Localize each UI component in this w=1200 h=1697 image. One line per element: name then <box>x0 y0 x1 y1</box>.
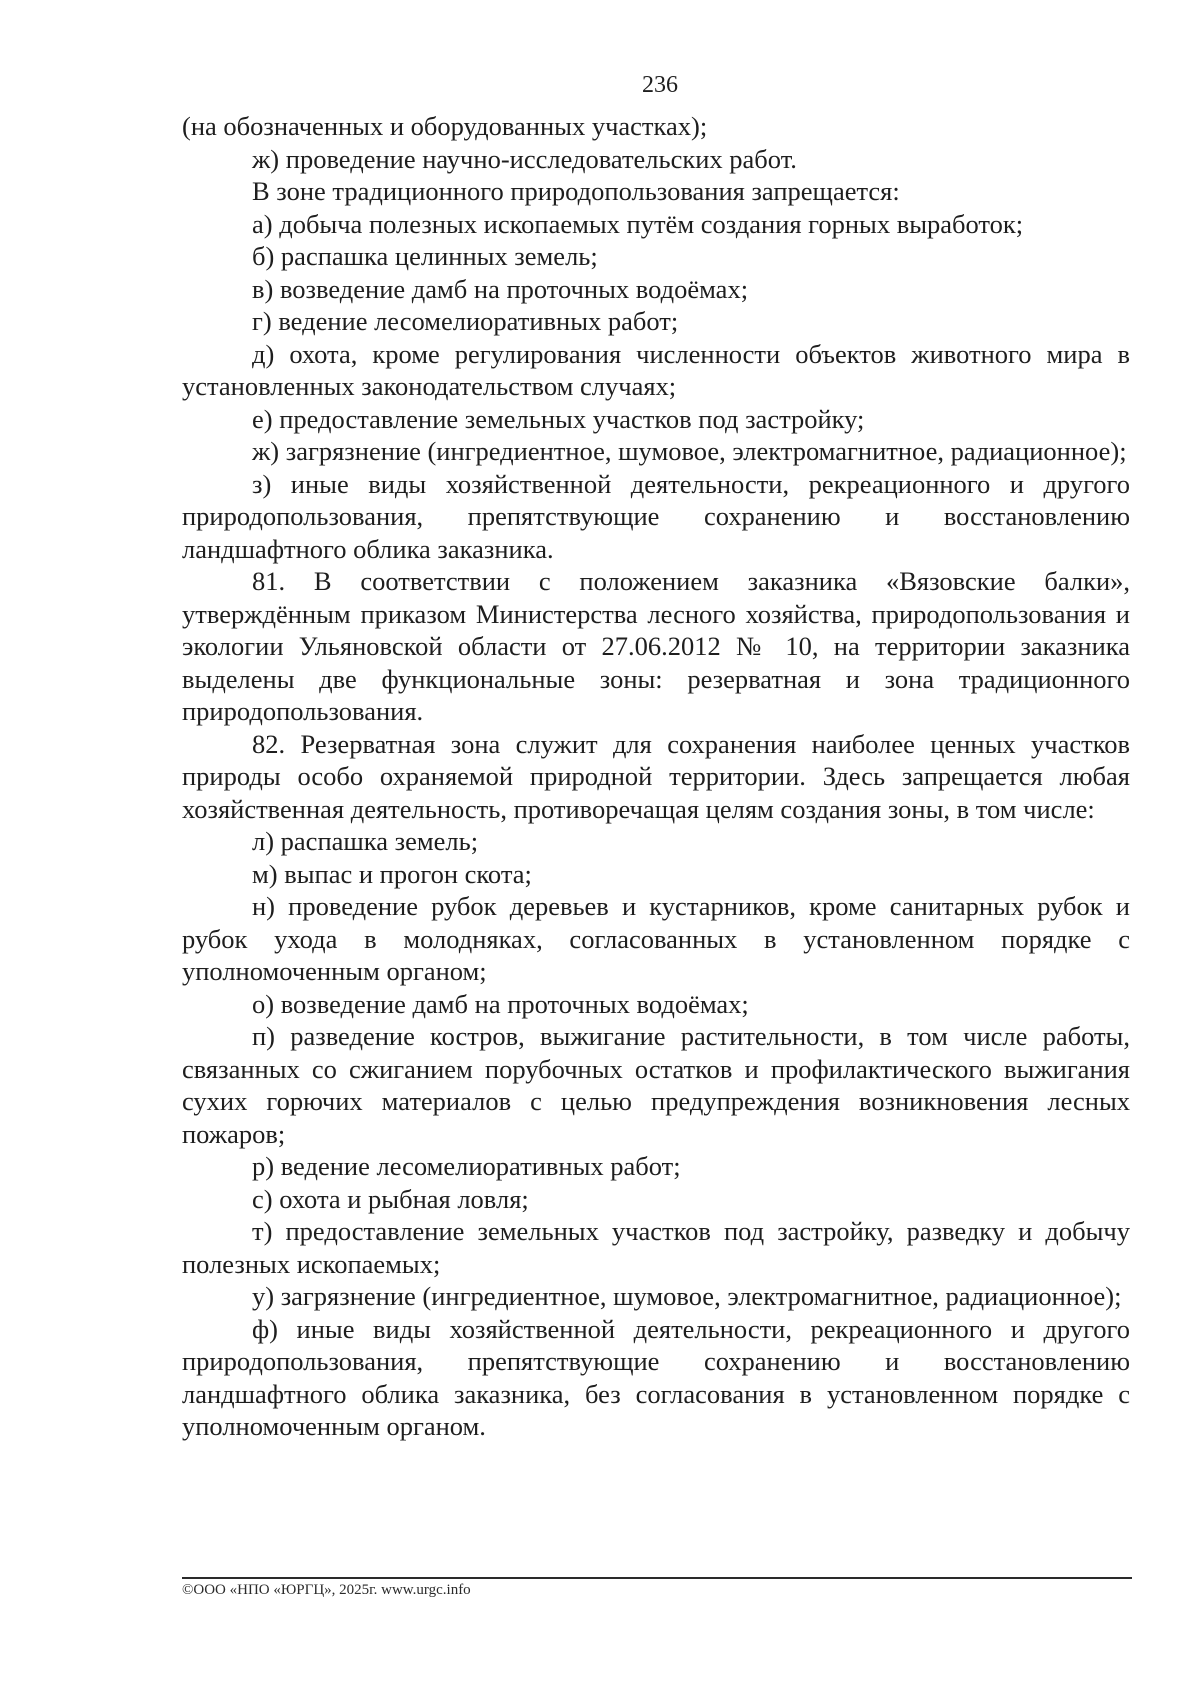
list-item: у) загрязнение (ингредиентное, шумовое, электромагнитное, радиационное); <box>252 1281 1122 1311</box>
list-item: б) распашка целинных земель; <box>252 241 598 271</box>
page-number: 236 <box>642 72 678 98</box>
list-item: м) выпас и прогон скота; <box>252 858 532 889</box>
list-item: ф) иные виды хозяйственной деятельности, рекреационного и другого природопользования, препятствующие сохранению и восстановлению ландшафтного облика заказника, без согласования в установленном порядке с уполномоченным органом. <box>182 1313 1130 1441</box>
list-item: о) возведение дамб на проточных водоёмах; <box>252 988 749 1019</box>
numbered-paragraph-81: 81. В соответствии с положением заказника «Вязовские балки», утверждённым приказом Министерства лесного хозяйства, природопользования и экологии Ульяновской области от 27.06.2012 № 10, на территории заказника выделены две функциональные зоны: резерватная и зона традиционного природопользования. <box>182 566 1130 726</box>
paragraph: (на обозначенных и оборудованных участках); <box>182 111 708 141</box>
list-item: а) добыча полезных ископаемых путём создания горных выработок; <box>252 208 1024 239</box>
list-item: т) предоставление земельных участков под застройку, разведку и добычу полезных ископаемых; <box>182 1216 1130 1279</box>
list-item: с) охота и рыбная ловля; <box>252 1183 529 1214</box>
list-item: ж) загрязнение (ингредиентное, шумовое, электромагнитное, радиационное); <box>252 436 1127 466</box>
paragraph: В зоне традиционного природопользования запрещается: <box>252 176 900 206</box>
list-item: р) ведение лесомелиоративных работ; <box>252 1151 681 1181</box>
list-item: д) охота, кроме регулирования численности объектов животного мира в установленных законодательством случаях; <box>182 338 1130 401</box>
footer-copyright: ©ООО «НПО «ЮРГЦ», 2025г. www.urgc.info <box>182 1582 471 1598</box>
list-item: з) иные виды хозяйственной деятельности, рекреационного и другого природопользования, препятствующие сохранению и восстановлению ландшафтного облика заказника. <box>182 468 1130 564</box>
list-item: в) возведение дамб на проточных водоёмах; <box>252 273 749 304</box>
numbered-paragraph-82: 82. Резерватная зона служит для сохранения наиболее ценных участков природы особо охраняемой природной территории. Здесь запрещается любая хозяйственная деятельность, противоречащая целям создания зоны, в том числе: <box>182 728 1130 824</box>
list-item: г) ведение лесомелиоративных работ; <box>252 306 679 336</box>
list-item: ж) проведение научно-исследовательских работ. <box>252 143 797 174</box>
list-item: н) проведение рубок деревьев и кустарников, кроме санитарных рубок и рубок ухода в молодняках, согласованных в установленном порядке с уполномоченным органом; <box>182 891 1130 986</box>
list-item: л) распашка земель; <box>252 826 479 856</box>
list-item: п) разведение костров, выжигание растительности, в том числе работы, связанных со сжиганием порубочных остатков и профилактического выжигания сухих горючих материалов с целью предупреждения возникновения лесных пожаров; <box>182 1021 1130 1149</box>
list-item: е) предоставление земельных участков под застройку; <box>252 403 865 434</box>
document-body <box>182 110 1130 1443</box>
footer-divider <box>182 1577 1132 1579</box>
